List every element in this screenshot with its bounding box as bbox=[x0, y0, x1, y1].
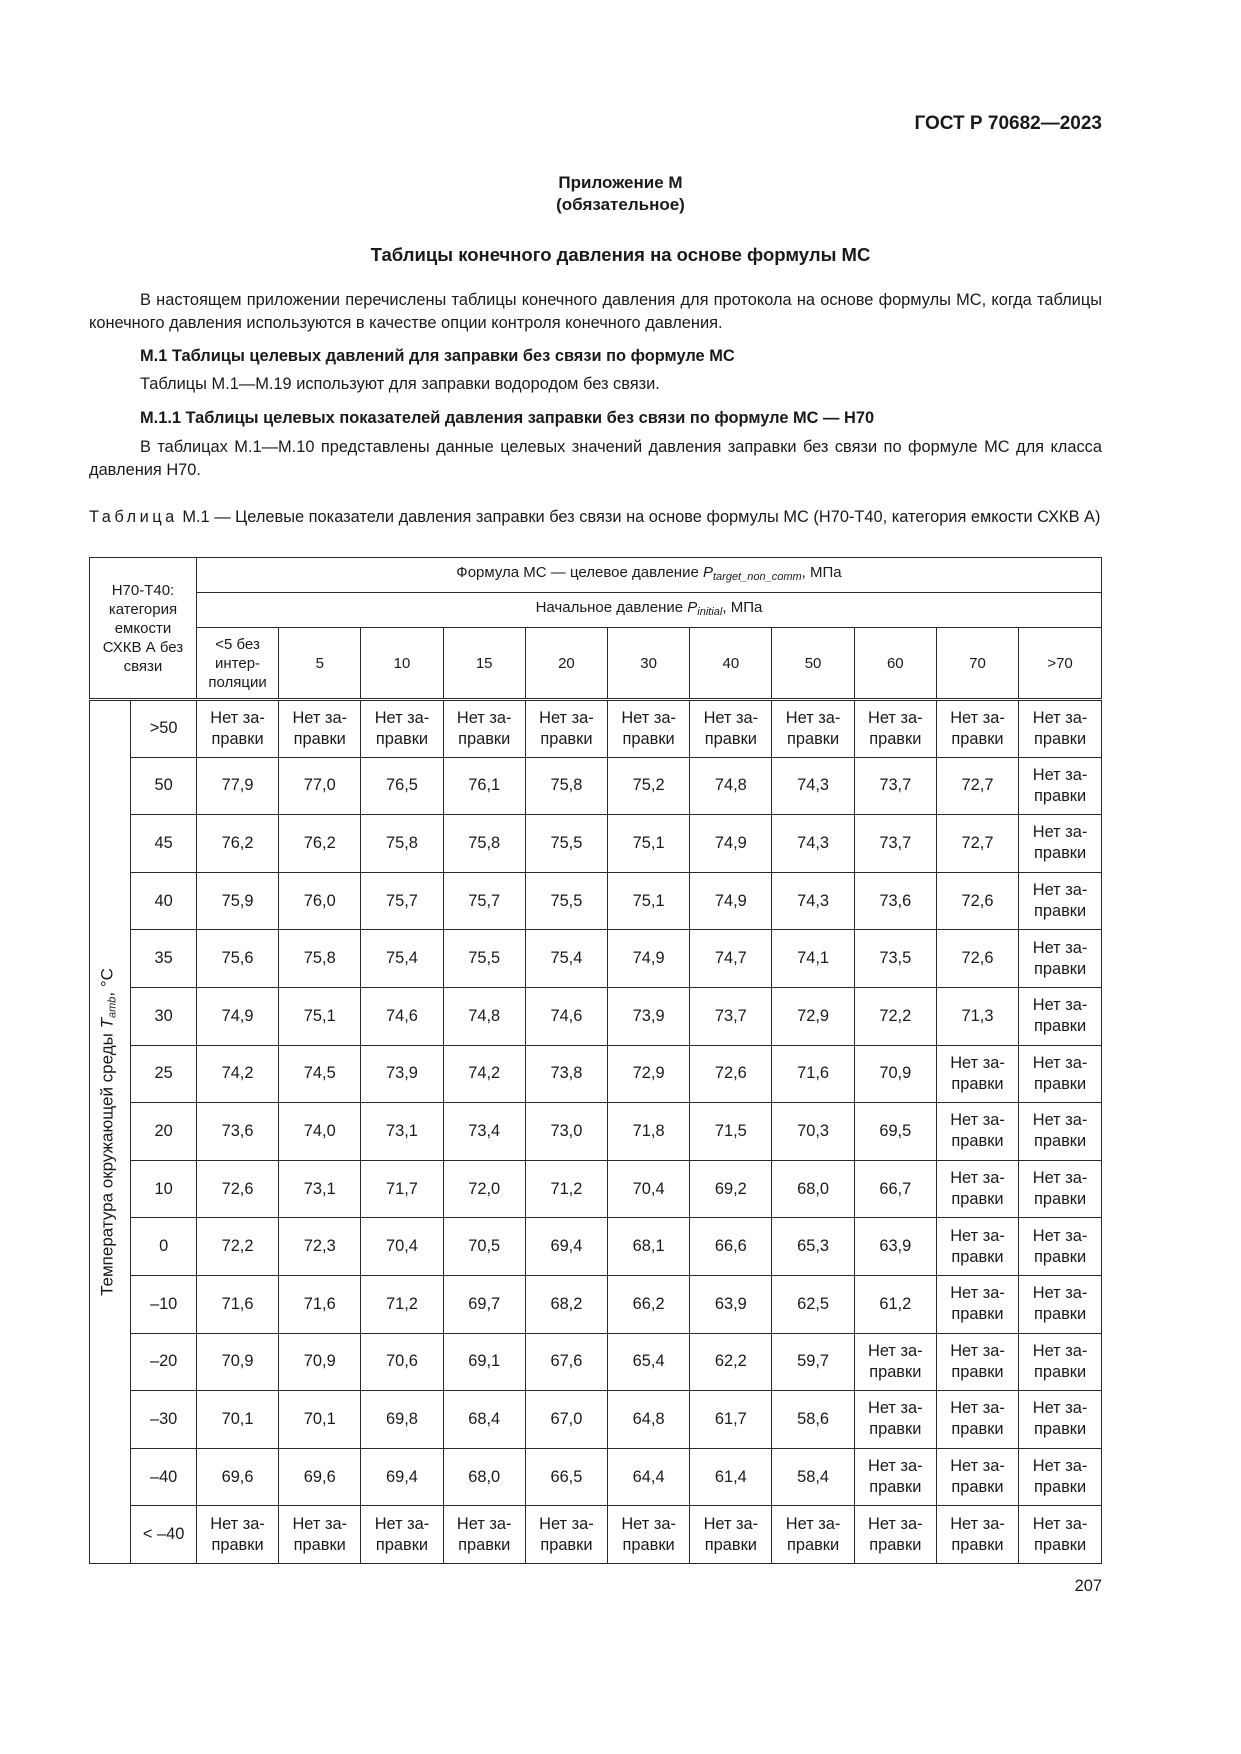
pressure-cell: Нет за-правки bbox=[854, 1333, 936, 1391]
temp-label-text: Температура окружающей среды T bbox=[97, 1017, 117, 1296]
pressure-cell: 73,7 bbox=[854, 757, 936, 815]
pressure-cell: 75,7 bbox=[443, 872, 525, 930]
pressure-cell: Нет за-правки bbox=[279, 1506, 361, 1564]
pressure-cell: 70,6 bbox=[361, 1333, 443, 1391]
table-row bbox=[90, 872, 1102, 930]
pressure-cell: 70,9 bbox=[854, 1045, 936, 1103]
formula-header bbox=[196, 558, 1101, 593]
row-temperature: 30 bbox=[131, 987, 197, 1045]
pressure-cell: Нет за-правки bbox=[1019, 1506, 1102, 1564]
row-temperature: 45 bbox=[131, 815, 197, 873]
row-temperature: 10 bbox=[131, 1160, 197, 1218]
pressure-cell: Нет за-правки bbox=[936, 1506, 1018, 1564]
pressure-cell: 66,5 bbox=[525, 1448, 607, 1506]
pressure-cell: 62,5 bbox=[772, 1275, 854, 1333]
pressure-cell: 72,3 bbox=[279, 1218, 361, 1276]
pressure-cell: Нет за-правки bbox=[1019, 1218, 1102, 1276]
pressure-cell: 69,6 bbox=[196, 1448, 278, 1506]
pressure-cell: Нет за-правки bbox=[1019, 1160, 1102, 1218]
pressure-cell: Нет за-правки bbox=[1019, 1275, 1102, 1333]
pressure-cell: Нет за-правки bbox=[1019, 1045, 1102, 1103]
pressure-cell: 72,6 bbox=[936, 872, 1018, 930]
initial-header-text: Начальное давление P bbox=[535, 599, 698, 616]
pressure-cell: 75,8 bbox=[525, 757, 607, 815]
pressure-cell: 76,1 bbox=[443, 757, 525, 815]
pressure-cell: 66,7 bbox=[854, 1160, 936, 1218]
pressure-cell: Нет за-правки bbox=[772, 700, 854, 758]
pressure-cell: 75,8 bbox=[361, 815, 443, 873]
pressure-cell: 75,5 bbox=[525, 872, 607, 930]
column-header: 40 bbox=[690, 628, 772, 700]
pressure-cell: Нет за-правки bbox=[854, 1448, 936, 1506]
table-row bbox=[90, 987, 1102, 1045]
pressure-cell: Нет за-правки bbox=[1019, 1391, 1102, 1449]
pressure-cell: Нет за-правки bbox=[196, 700, 278, 758]
pressure-cell: 75,9 bbox=[196, 872, 278, 930]
row-temperature: 40 bbox=[131, 872, 197, 930]
subsection-m11-heading: М.1.1 Таблицы целевых показателей давления заправки без связи по формуле МС — Н70 bbox=[140, 409, 875, 427]
annex-title bbox=[0, 172, 1241, 216]
pressure-cell: 74,2 bbox=[196, 1045, 278, 1103]
table-row bbox=[90, 1391, 1102, 1449]
pressure-cell: Нет за-правки bbox=[361, 700, 443, 758]
table-corner-header: Н70-Т40: категория емкости СХКВ А без связи bbox=[90, 558, 197, 700]
subsection-m1-heading: М.1 Таблицы целевых давлений для заправки без связи по формуле МС bbox=[140, 347, 735, 365]
column-header: 5 bbox=[279, 628, 361, 700]
pressure-cell: 74,8 bbox=[690, 757, 772, 815]
pressure-cell: 69,5 bbox=[854, 1103, 936, 1161]
pressure-cell: 75,2 bbox=[608, 757, 690, 815]
pressure-cell: 68,2 bbox=[525, 1275, 607, 1333]
pressure-cell: Нет за-правки bbox=[854, 1506, 936, 1564]
pressure-cell: Нет за-правки bbox=[361, 1506, 443, 1564]
pressure-cell: 73,0 bbox=[525, 1103, 607, 1161]
pressure-cell: 71,7 bbox=[361, 1160, 443, 1218]
table-row bbox=[90, 1275, 1102, 1333]
section-title: Таблицы конечного давления на основе формулы МС bbox=[370, 244, 871, 265]
pressure-cell: 70,3 bbox=[772, 1103, 854, 1161]
pressure-cell: 72,0 bbox=[443, 1160, 525, 1218]
table-row bbox=[90, 1218, 1102, 1276]
pressure-cell: 64,8 bbox=[608, 1391, 690, 1449]
pressure-cell: Нет за-правки bbox=[608, 1506, 690, 1564]
formula-header-text: Формула МС — целевое давление P bbox=[456, 564, 713, 581]
pressure-cell: Нет за-правки bbox=[690, 1506, 772, 1564]
table-row bbox=[90, 1160, 1102, 1218]
pressure-cell: 69,4 bbox=[361, 1448, 443, 1506]
pressure-cell: 68,0 bbox=[772, 1160, 854, 1218]
pressure-cell: 75,8 bbox=[279, 930, 361, 988]
pressure-cell: Нет за-правки bbox=[1019, 1448, 1102, 1506]
pressure-cell: 71,8 bbox=[608, 1103, 690, 1161]
pressure-cell: 75,5 bbox=[525, 815, 607, 873]
pressure-cell: 74,8 bbox=[443, 987, 525, 1045]
pressure-cell: 71,2 bbox=[525, 1160, 607, 1218]
pressure-cell: Нет за-правки bbox=[1019, 815, 1102, 873]
table-body bbox=[90, 700, 1102, 1564]
table-row bbox=[90, 1448, 1102, 1506]
pressure-cell: 75,1 bbox=[279, 987, 361, 1045]
initial-header-sub: initial bbox=[697, 606, 723, 618]
pressure-cell: 74,0 bbox=[279, 1103, 361, 1161]
row-temperature: 20 bbox=[131, 1103, 197, 1161]
row-temperature: 25 bbox=[131, 1045, 197, 1103]
pressure-cell: 68,4 bbox=[443, 1391, 525, 1449]
column-header: <5 без интер-поляции bbox=[196, 628, 278, 700]
pressure-cell: 70,1 bbox=[196, 1391, 278, 1449]
target-pressure-table bbox=[89, 557, 1102, 1564]
pressure-cell: 72,6 bbox=[936, 930, 1018, 988]
pressure-cell: 59,7 bbox=[772, 1333, 854, 1391]
pressure-cell: 61,2 bbox=[854, 1275, 936, 1333]
document-code: ГОСТ Р 70682—2023 bbox=[914, 113, 1102, 134]
table-row bbox=[90, 930, 1102, 988]
pressure-cell: Нет за-правки bbox=[443, 1506, 525, 1564]
pressure-cell: 72,9 bbox=[772, 987, 854, 1045]
table-row bbox=[90, 1103, 1102, 1161]
pressure-cell: Нет за-правки bbox=[1019, 987, 1102, 1045]
pressure-cell: 61,4 bbox=[690, 1448, 772, 1506]
pressure-cell: 64,4 bbox=[608, 1448, 690, 1506]
pressure-cell: Нет за-правки bbox=[936, 700, 1018, 758]
pressure-cell: 75,4 bbox=[525, 930, 607, 988]
pressure-cell: 75,8 bbox=[443, 815, 525, 873]
pressure-cell: 69,6 bbox=[279, 1448, 361, 1506]
row-temperature: 0 bbox=[131, 1218, 197, 1276]
table-row bbox=[90, 757, 1102, 815]
page-number: 207 bbox=[1074, 1577, 1102, 1595]
column-header: >70 bbox=[1019, 628, 1102, 700]
pressure-cell: 74,2 bbox=[443, 1045, 525, 1103]
pressure-cell: 74,3 bbox=[772, 815, 854, 873]
pressure-cell: 74,1 bbox=[772, 930, 854, 988]
pressure-cell: Нет за-правки bbox=[936, 1333, 1018, 1391]
pressure-cell: 70,1 bbox=[279, 1391, 361, 1449]
pressure-cell: 74,3 bbox=[772, 757, 854, 815]
pressure-cell: 72,7 bbox=[936, 815, 1018, 873]
pressure-cell: 73,8 bbox=[525, 1045, 607, 1103]
pressure-cell: 71,6 bbox=[772, 1045, 854, 1103]
pressure-cell: 73,5 bbox=[854, 930, 936, 988]
pressure-cell: 71,3 bbox=[936, 987, 1018, 1045]
pressure-cell: 69,4 bbox=[525, 1218, 607, 1276]
pressure-cell: Нет за-правки bbox=[936, 1391, 1018, 1449]
pressure-cell: 76,2 bbox=[196, 815, 278, 873]
table-caption-text: М.1 — Целевые показатели давления заправки без связи на основе формулы МС (Н70-Т40, категория емкости СХКВ А) bbox=[177, 508, 1101, 526]
pressure-cell: Нет за-правки bbox=[854, 700, 936, 758]
initial-pressure-header bbox=[196, 593, 1101, 628]
pressure-cell: Нет за-правки bbox=[936, 1103, 1018, 1161]
pressure-cell: 74,9 bbox=[196, 987, 278, 1045]
pressure-cell: 71,6 bbox=[279, 1275, 361, 1333]
pressure-cell: 74,9 bbox=[690, 815, 772, 873]
pressure-cell: 73,6 bbox=[854, 872, 936, 930]
pressure-cell: Нет за-правки bbox=[936, 1160, 1018, 1218]
pressure-cell: Нет за-правки bbox=[772, 1506, 854, 1564]
pressure-cell: 75,7 bbox=[361, 872, 443, 930]
pressure-cell: Нет за-правки bbox=[1019, 1103, 1102, 1161]
pressure-cell: 74,5 bbox=[279, 1045, 361, 1103]
pressure-cell: 76,2 bbox=[279, 815, 361, 873]
pressure-cell: 63,9 bbox=[690, 1275, 772, 1333]
column-header: 50 bbox=[772, 628, 854, 700]
pressure-cell: 68,0 bbox=[443, 1448, 525, 1506]
pressure-cell: 71,2 bbox=[361, 1275, 443, 1333]
pressure-cell: 75,5 bbox=[443, 930, 525, 988]
column-header: 20 bbox=[525, 628, 607, 700]
pressure-cell: 76,5 bbox=[361, 757, 443, 815]
pressure-cell: 66,6 bbox=[690, 1218, 772, 1276]
row-temperature: –20 bbox=[131, 1333, 197, 1391]
pressure-cell: 75,4 bbox=[361, 930, 443, 988]
pressure-cell: 67,6 bbox=[525, 1333, 607, 1391]
pressure-cell: 75,6 bbox=[196, 930, 278, 988]
pressure-cell: 76,0 bbox=[279, 872, 361, 930]
pressure-cell: Нет за-правки bbox=[936, 1045, 1018, 1103]
row-temperature: 35 bbox=[131, 930, 197, 988]
pressure-cell: 74,6 bbox=[361, 987, 443, 1045]
pressure-cell: 73,4 bbox=[443, 1103, 525, 1161]
pressure-cell: 73,1 bbox=[279, 1160, 361, 1218]
temperature-axis-label bbox=[97, 968, 124, 1296]
pressure-cell: Нет за-правки bbox=[690, 700, 772, 758]
table-row bbox=[90, 1506, 1102, 1564]
pressure-cell: 73,1 bbox=[361, 1103, 443, 1161]
pressure-cell: 75,1 bbox=[608, 872, 690, 930]
table-caption bbox=[89, 506, 1102, 529]
pressure-cell: Нет за-правки bbox=[608, 700, 690, 758]
pressure-cell: 70,4 bbox=[361, 1218, 443, 1276]
pressure-cell: 68,1 bbox=[608, 1218, 690, 1276]
annex-status: (обязательное) bbox=[556, 195, 685, 214]
pressure-cell: 71,5 bbox=[690, 1103, 772, 1161]
pressure-cell: 58,4 bbox=[772, 1448, 854, 1506]
table-row bbox=[90, 1045, 1102, 1103]
pressure-cell: 73,7 bbox=[690, 987, 772, 1045]
column-header: 30 bbox=[608, 628, 690, 700]
pressure-cell: Нет за-правки bbox=[936, 1448, 1018, 1506]
formula-header-sub: target_non_comm bbox=[712, 571, 802, 583]
column-header: 15 bbox=[443, 628, 525, 700]
pressure-cell: 77,0 bbox=[279, 757, 361, 815]
pressure-cell: Нет за-правки bbox=[936, 1218, 1018, 1276]
pressure-cell: 69,1 bbox=[443, 1333, 525, 1391]
pressure-cell: 72,2 bbox=[854, 987, 936, 1045]
pressure-cell: 70,5 bbox=[443, 1218, 525, 1276]
pressure-cell: 74,3 bbox=[772, 872, 854, 930]
pressure-cell: 73,9 bbox=[608, 987, 690, 1045]
pressure-cell: 73,9 bbox=[361, 1045, 443, 1103]
pressure-cell: 62,2 bbox=[690, 1333, 772, 1391]
pressure-cell: 67,0 bbox=[525, 1391, 607, 1449]
pressure-cell: 66,2 bbox=[608, 1275, 690, 1333]
pressure-cell: 69,7 bbox=[443, 1275, 525, 1333]
row-temperature: –40 bbox=[131, 1448, 197, 1506]
pressure-cell: Нет за-правки bbox=[936, 1275, 1018, 1333]
column-header: 10 bbox=[361, 628, 443, 700]
row-temperature: < –40 bbox=[131, 1506, 197, 1564]
pressure-cell: Нет за-правки bbox=[1019, 1333, 1102, 1391]
temp-label-sub: amb bbox=[106, 996, 119, 1018]
pressure-cell: 72,9 bbox=[608, 1045, 690, 1103]
column-header: 70 bbox=[936, 628, 1018, 700]
pressure-cell: 71,6 bbox=[196, 1275, 278, 1333]
pressure-cell: 70,4 bbox=[608, 1160, 690, 1218]
pressure-cell: 61,7 bbox=[690, 1391, 772, 1449]
initial-header-unit: , МПа bbox=[722, 599, 763, 616]
pressure-cell: Нет за-правки bbox=[854, 1391, 936, 1449]
temp-label-unit: , °С bbox=[97, 968, 117, 997]
pressure-cell: 63,9 bbox=[854, 1218, 936, 1276]
pressure-cell: Нет за-правки bbox=[525, 700, 607, 758]
pressure-cell: 72,6 bbox=[690, 1045, 772, 1103]
pressure-cell: 74,7 bbox=[690, 930, 772, 988]
pressure-cell: 72,7 bbox=[936, 757, 1018, 815]
pressure-cell: Нет за-правки bbox=[443, 700, 525, 758]
subsection-m1-text: Таблицы М.1—М.19 используют для заправки водородом без связи. bbox=[140, 375, 660, 393]
pressure-cell: 70,9 bbox=[279, 1333, 361, 1391]
pressure-cell: 65,3 bbox=[772, 1218, 854, 1276]
row-temperature: –30 bbox=[131, 1391, 197, 1449]
pressure-cell: Нет за-правки bbox=[1019, 872, 1102, 930]
pressure-cell: 72,2 bbox=[196, 1218, 278, 1276]
column-header: 60 bbox=[854, 628, 936, 700]
pressure-cell: 73,7 bbox=[854, 815, 936, 873]
pressure-cell: 77,9 bbox=[196, 757, 278, 815]
row-temperature: 50 bbox=[131, 757, 197, 815]
table-row bbox=[90, 815, 1102, 873]
pressure-cell: 75,1 bbox=[608, 815, 690, 873]
pressure-cell: Нет за-правки bbox=[1019, 930, 1102, 988]
pressure-cell: 69,8 bbox=[361, 1391, 443, 1449]
formula-header-unit: , МПа bbox=[801, 564, 842, 581]
pressure-cell: 65,4 bbox=[608, 1333, 690, 1391]
pressure-cell: Нет за-правки bbox=[1019, 700, 1102, 758]
temperature-axis-cell bbox=[90, 700, 131, 1564]
pressure-cell: 74,9 bbox=[690, 872, 772, 930]
subsection-m11-text: В таблицах М.1—М.10 представлены данные целевых значений давления заправки без связи по формуле МС для класса давления Н70. bbox=[89, 438, 1102, 479]
row-temperature: >50 bbox=[131, 700, 197, 758]
pressure-cell: 74,6 bbox=[525, 987, 607, 1045]
pressure-cell: 69,2 bbox=[690, 1160, 772, 1218]
pressure-cell: 74,9 bbox=[608, 930, 690, 988]
pressure-cell: Нет за-правки bbox=[525, 1506, 607, 1564]
pressure-cell: Нет за-правки bbox=[196, 1506, 278, 1564]
row-temperature: –10 bbox=[131, 1275, 197, 1333]
annex-name: Приложение М bbox=[558, 173, 683, 192]
table-caption-label: Таблица bbox=[89, 508, 178, 526]
pressure-cell: Нет за-правки bbox=[279, 700, 361, 758]
pressure-cell: 73,6 bbox=[196, 1103, 278, 1161]
pressure-cell: 70,9 bbox=[196, 1333, 278, 1391]
intro-paragraph: В настоящем приложении перечислены таблицы конечного давления для протокола на основе формулы МС, когда таблицы конечного давления используются в качестве опции контроля конечного давления. bbox=[89, 291, 1102, 332]
column-header-row bbox=[90, 628, 1102, 700]
pressure-cell: 58,6 bbox=[772, 1391, 854, 1449]
table-row bbox=[90, 700, 1102, 758]
pressure-cell: 72,6 bbox=[196, 1160, 278, 1218]
table-row bbox=[90, 1333, 1102, 1391]
pressure-cell: Нет за-правки bbox=[1019, 757, 1102, 815]
